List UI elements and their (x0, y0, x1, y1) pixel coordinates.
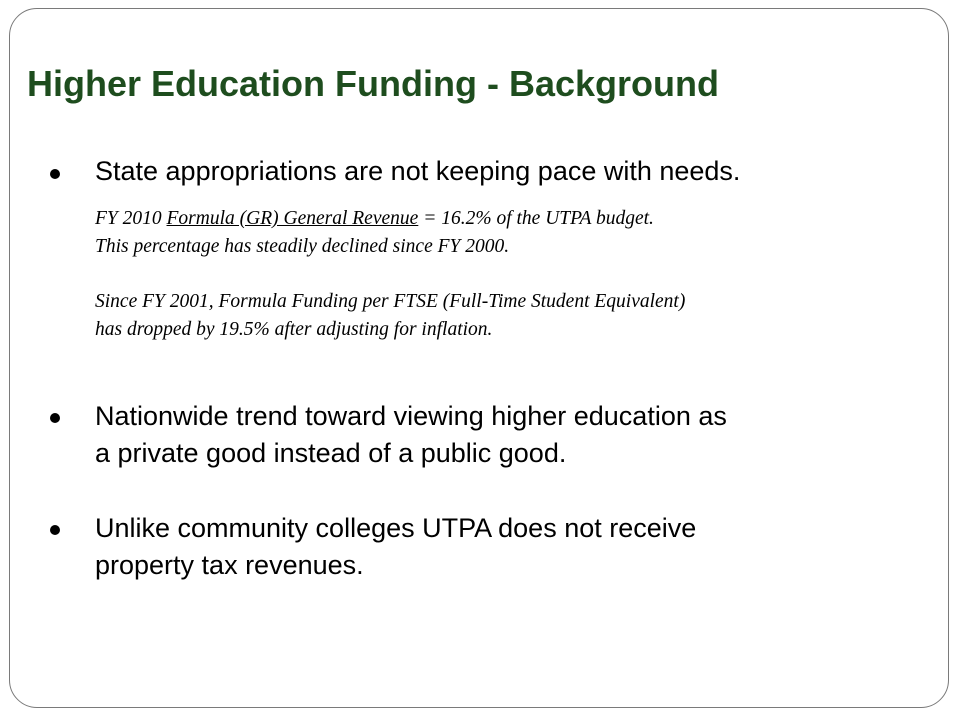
bullet-2-text (95, 398, 925, 472)
note-1-line1-suffix: = 16.2% of the UTPA budget. (418, 208, 654, 229)
slide-frame (9, 8, 949, 708)
bullet-3-line1: Unlike community colleges UTPA does not receive (95, 513, 697, 543)
bullet-3-text (95, 510, 925, 584)
bullet-1-note-1 (95, 205, 925, 261)
note-1-line2: This percentage has steadily declined since FY 2000. (95, 236, 510, 257)
note-2-line1: Since FY 2001, Formula Funding per FTSE (Full-Time Student Equivalent) (95, 291, 686, 312)
bullet-dot-3 (50, 525, 60, 535)
note-1-underlined-term: Formula (GR) General Revenue (166, 208, 419, 229)
bullet-dot-2 (50, 413, 60, 423)
bullet-1-text: State appropriations are not keeping pace with needs. (95, 156, 741, 186)
bullet-1-note-2 (95, 288, 925, 344)
note-2-line2: has dropped by 19.5% after adjusting for inflation. (95, 319, 493, 340)
bullet-2-line2: a private good instead of a public good. (95, 438, 567, 468)
bullet-3-line2: property tax revenues. (95, 550, 364, 580)
bullet-dot-1 (50, 169, 60, 179)
note-1-line1-prefix: FY 2010 (95, 208, 167, 229)
bullet-2-line1: Nationwide trend toward viewing higher education as (95, 401, 727, 431)
slide-title: Higher Education Funding - Background (27, 63, 719, 104)
